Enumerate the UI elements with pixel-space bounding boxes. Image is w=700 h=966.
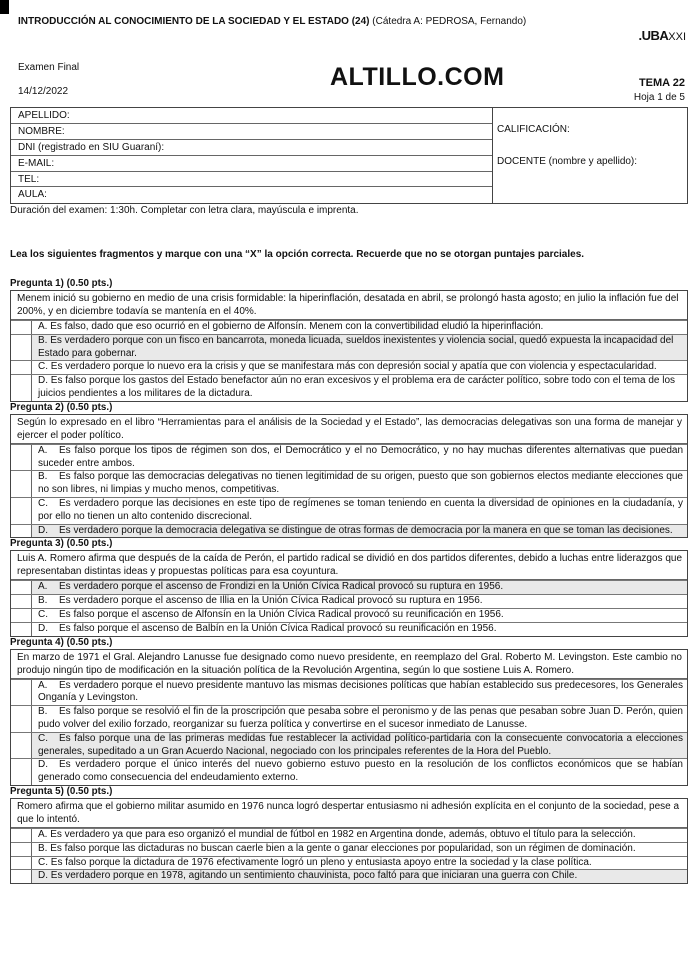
option-2b[interactable] [11, 470, 687, 497]
answer-checkbox[interactable] [11, 609, 32, 622]
student-fields [11, 108, 493, 203]
option-letter: D. [38, 622, 48, 634]
option-letter: A. [38, 581, 48, 593]
option-4c[interactable] [11, 732, 687, 759]
option-5b[interactable] [11, 842, 687, 856]
option-1b[interactable] [11, 334, 687, 361]
option-2d[interactable] [11, 524, 687, 538]
option-text: Es falso porque los tipos de régimen son dos, el Democrático y el no Democrático, y no hay muchas diferentes alternativas que puedan suceder entre ambos. [38, 444, 683, 469]
field-aula[interactable]: AULA: [18, 189, 47, 201]
answer-checkbox[interactable] [11, 361, 32, 374]
option-4a[interactable] [11, 679, 687, 706]
option-2a[interactable] [11, 444, 687, 471]
question-title: Pregunta 2) (0.50 pts.) [10, 401, 113, 413]
question-title: Pregunta 3) (0.50 pts.) [10, 538, 113, 550]
course-title [18, 14, 538, 29]
option-text: D. Es verdadero porque en 1978, agitando un sentimiento chauvinista, poco faltó para que iniciaran una guerra con Chile. [32, 870, 687, 883]
option-2c[interactable] [11, 497, 687, 524]
answer-checkbox[interactable] [11, 759, 32, 785]
course-name: INTRODUCCIÓN AL CONOCIMIENTO DE LA SOCIEDAD Y EL ESTADO (24) [18, 16, 370, 27]
answer-checkbox[interactable] [11, 870, 32, 883]
option-4d[interactable] [11, 758, 687, 785]
option-letter: A. [38, 444, 48, 456]
option-body [32, 471, 687, 497]
answer-checkbox[interactable] [11, 445, 32, 471]
exam-header [18, 14, 688, 106]
tema-label: TEMA 22 [638, 77, 685, 89]
answer-checkbox[interactable] [11, 595, 32, 608]
answer-checkbox[interactable] [11, 375, 32, 401]
option-letter: B. [38, 471, 48, 483]
page-corner-mark [0, 0, 9, 14]
option-letter: C. [38, 732, 48, 744]
option-text: A. Es verdadero ya que para eso organizó el mundial de fútbol en 1982 en Argentina donde, además, obtuvo el título para la selección. [38, 828, 636, 840]
altillo-watermark: ALTILLO.COM [330, 63, 505, 91]
answer-checkbox[interactable] [11, 321, 32, 334]
option-1a[interactable] [11, 320, 687, 334]
option-letter: D. [38, 759, 48, 771]
question-title: Pregunta 1) (0.50 pts.) [10, 278, 113, 289]
option-body [32, 581, 687, 594]
option-text: Es falso porque el ascenso de Alfonsín en la Unión Cívica Radical provocó su reunificación en 1956. [59, 608, 504, 620]
option-letter: A. [38, 679, 48, 691]
field-email[interactable]: E-MAIL: [11, 156, 492, 172]
question-3 [10, 550, 688, 636]
exam-duration: Duración del examen: 1:30h. Completar con letra clara, mayúscula e imprenta. [10, 205, 359, 216]
field-tel[interactable]: TEL: [11, 172, 492, 188]
option-letter: B. [38, 706, 48, 718]
option-text: Es verdadero porque el nuevo presidente mantuvo las mismas decisiones políticas que habían establecido sus predecesores, los Generales Onganía y Levingston. [38, 679, 683, 704]
option-body [32, 680, 687, 706]
answer-checkbox[interactable] [11, 706, 32, 732]
question-1 [10, 290, 688, 402]
uba-xxi-logo [638, 28, 686, 44]
answer-checkbox[interactable] [11, 623, 32, 636]
question-title: Pregunta 4) (0.50 pts.) [10, 636, 113, 648]
option-3a[interactable] [11, 580, 687, 594]
option-text: Es falso porque una de las primeras medidas fue restablecer la actividad político-partidaria con la consecuente convocatoria a elecciones generales, supeditado a un Gran Acuerdo Nacional, negociado con los principales referentes de la Hora del Pueblo. [38, 732, 683, 757]
field-dni[interactable]: DNI (registrado en SIU Guaraní): [11, 140, 492, 156]
answer-checkbox[interactable] [11, 335, 32, 361]
option-letter: D. [38, 524, 48, 536]
question-4 [10, 649, 688, 786]
question-stem: Según lo expresado en el libro “Herramientas para el análisis de la Sociedad y el Estado”, las democracias delegativas son una forma de manejar y ejercer el poder político. [11, 415, 687, 444]
catedra: (Cátedra A: PEDROSA, Fernando) [372, 16, 527, 27]
option-body [32, 595, 687, 608]
option-body [32, 445, 687, 471]
option-text: B. Es falso porque las dictaduras no buscan caerle bien a la gente o ganar elecciones por popularidad, son un régimen de dominación. [38, 842, 636, 854]
student-id-table [10, 107, 688, 204]
option-3d[interactable] [11, 622, 687, 636]
field-calificacion[interactable]: CALIFICACIÓN: [497, 124, 570, 135]
option-text: Es falso porque se resolvió el fin de la proscripción que pesaba sobre el peronismo y de las penas que pesaban sobre Juan D. Perón, quien pudo volver del exilio forzado, reorganizar su fuerza política y convertirse en el sucesor inmediato de Lanusse. [38, 706, 683, 730]
option-text: Es falso porque el ascenso de Balbín en la Unión Cívica Radical provocó su reunificación en 1956. [59, 622, 497, 634]
option-3c[interactable] [11, 608, 687, 622]
answer-checkbox[interactable] [11, 829, 32, 842]
option-body [32, 623, 687, 636]
option-text: C. Es falso porque la dictadura de 1976 efectivamente logró un pleno y entusiasta apoyo entre la sociedad y la clase política. [38, 856, 592, 868]
question-stem: Menem inició su gobierno en medio de una crisis formidable: la hiperinflación, desatada en abril, se prolongó hasta agosto; en julio la inflación fue del 200%, y en diciembre todavía se mantenía en el 40%. [11, 291, 687, 320]
field-docente[interactable]: DOCENTE (nombre y apellido): [497, 156, 638, 167]
option-text: C. Es verdadero porque lo nuevo era la crisis y que se manifestara más con depresión social y apatía que con violencia y espectacularidad. [38, 361, 657, 373]
exam-date: 14/12/2022 [18, 86, 69, 97]
instructions: Lea los siguientes fragmentos y marque con una “X” la opción correcta. Recuerde que no se otorgan puntajes parciales. [10, 249, 585, 260]
option-body [32, 498, 687, 524]
option-3b[interactable] [11, 594, 687, 608]
option-1c[interactable] [11, 360, 687, 374]
option-text: Es verdadero porque el ascenso de Illia en la Unión Cívica Radical provocó su ruptura en 1956. [59, 595, 483, 607]
answer-checkbox[interactable] [11, 680, 32, 706]
option-text: Es falso porque las democracias delegativas no tienen legitimidad de su origen, puesto que son gobiernos electos mediante elecciones que no son libres, ni limpias y mucho menos, competitivas. [38, 471, 683, 496]
option-body [32, 609, 687, 622]
question-2 [10, 414, 688, 539]
option-5a[interactable] [11, 828, 687, 842]
page-counter: Hoja 1 de 5 [633, 92, 685, 103]
question-title: Pregunta 5) (0.50 pts.) [10, 785, 113, 797]
answer-checkbox[interactable] [11, 471, 32, 497]
option-1d[interactable] [11, 374, 687, 401]
answer-checkbox[interactable] [11, 525, 32, 538]
option-text: Es verdadero porque la democracia delegativa se distingue de otras formas de democracia por la manera en que se toman las decisiones. [59, 524, 673, 536]
question-stem: Romero afirma que el gobierno militar asumido en 1976 nunca logró despertar entusiasmo ni adhesión explícita en el conjunto de la sociedad, pese a que lo intentó. [11, 799, 687, 828]
option-text: D. Es falso porque los gastos del Estado benefactor aún no eran excesivos y el problema era de carácter político, sobre todo con el tema de los juicios pendientes a los militares de la dictadura. [38, 375, 676, 399]
option-body [32, 759, 687, 785]
option-text: Es verdadero porque el único interés del nuevo gobierno estuvo puesto en la resolución de los conflictos económicos que se habían generado como consecuencia del endeudamiento externo. [38, 759, 683, 784]
option-body [32, 733, 687, 759]
option-body [32, 706, 687, 732]
option-text: A. Es falso, dado que eso ocurrió en el gobierno de Alfonsín. Menem con la convertibilidad eludió la hiperinflación. [38, 321, 544, 332]
option-letter: C. [38, 497, 48, 509]
option-letter: B. [38, 595, 48, 607]
option-5c[interactable] [11, 856, 687, 870]
option-text: B. Es verdadero porque con un fisco en bancarrota, moneda licuada, sueldos inexistentes y violencia social, quedó expuesta la incapacidad del Estado para gobernar. [32, 335, 687, 361]
option-4b[interactable] [11, 705, 687, 732]
question-stem: Luis A. Romero afirma que después de la caída de Perón, el partido radical se dividió en dos partidos diferentes, debido a luchas entre liderazgos que representaban distintas ideas y propuestas políticas para esa coyuntura. [11, 551, 687, 580]
question-stem: En marzo de 1971 el Gral. Alejandro Lanusse fue designado como nuevo presidente, en reemplazo del Gral. Roberto M. Levingston. Este cambio no produjo ningún tipo de modificación en la situación política de la Revolución Argentina, según lo que sostiene Luis A. Romero. [11, 650, 687, 679]
question-5 [10, 798, 688, 884]
exam-type: Examen Final [18, 62, 80, 73]
field-apellido[interactable]: APELLIDO: [11, 108, 492, 124]
logo-main: .UBA [638, 28, 669, 43]
option-5d[interactable] [11, 869, 687, 883]
option-text: Es verdadero porque las decisiones en este tipo de regímenes se toman teniendo en cuenta la diversidad de opiniones en la ciudadanía, y por ello no tienen un alto contenido discrecional. [38, 497, 683, 522]
answer-checkbox[interactable] [11, 581, 32, 594]
answer-checkbox[interactable] [11, 843, 32, 856]
answer-checkbox[interactable] [11, 857, 32, 870]
questions-section [10, 278, 688, 884]
option-body [32, 525, 687, 538]
field-nombre[interactable]: NOMBRE: [11, 124, 492, 140]
option-text: Es verdadero porque el ascenso de Frondizi en la Unión Cívica Radical provocó su ruptura en 1956. [59, 581, 504, 593]
option-letter: C. [38, 608, 48, 620]
answer-checkbox[interactable] [11, 733, 32, 759]
answer-checkbox[interactable] [11, 498, 32, 524]
logo-suffix: XXI [668, 31, 686, 43]
